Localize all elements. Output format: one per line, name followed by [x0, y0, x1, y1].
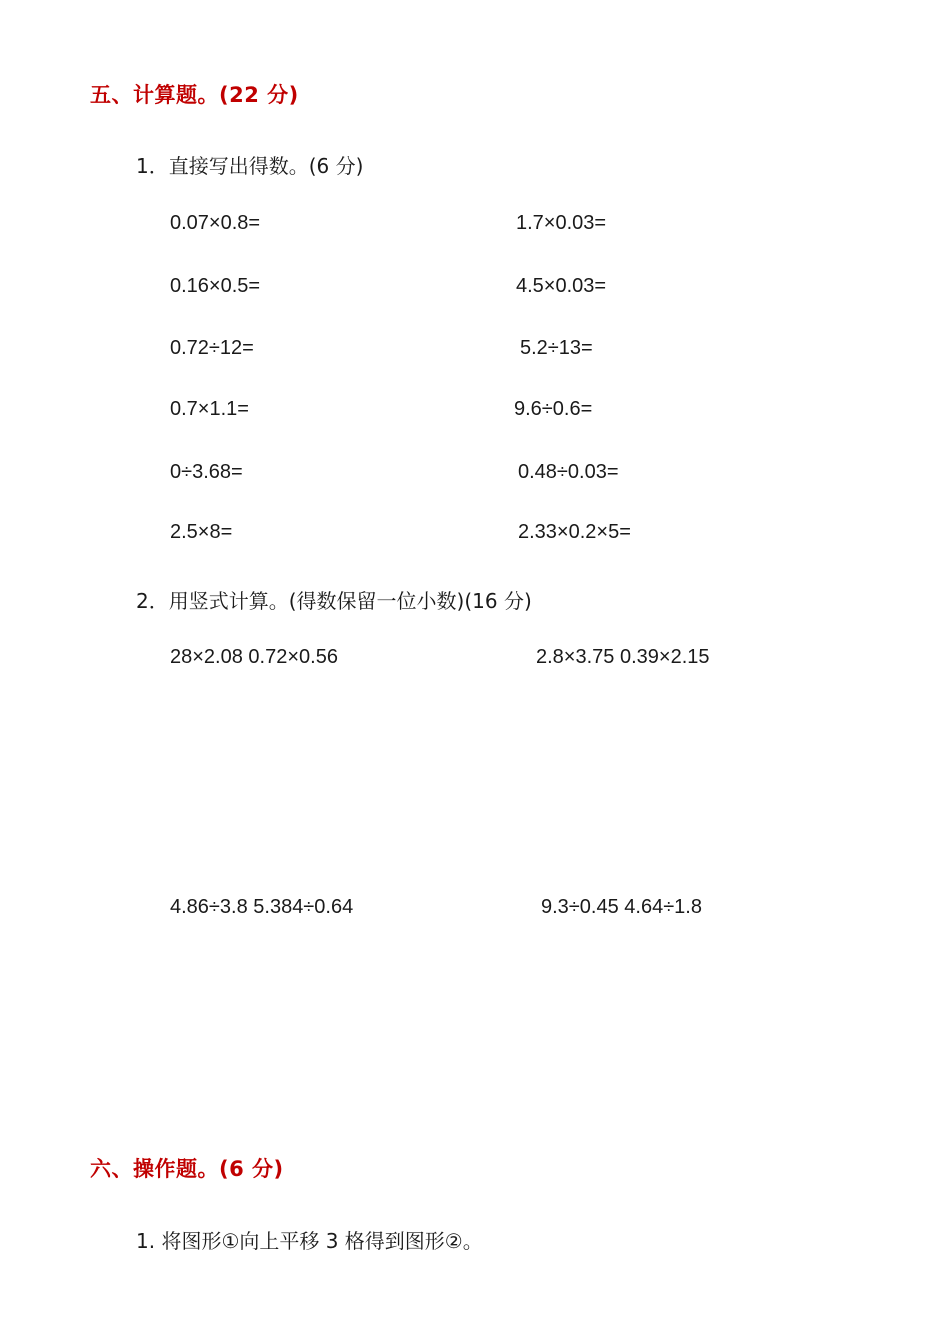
vertical-calc-item: 28×2.08 0.72×0.56	[170, 646, 338, 668]
oral-calc-item: 0.48÷0.03=	[518, 461, 619, 483]
oral-calc-item: 1.7×0.03=	[516, 212, 607, 234]
vertical-calc-item: 2.8×3.75 0.39×2.15	[536, 646, 710, 668]
vertical-calc-item: 9.3÷0.45 4.64÷1.8	[541, 896, 702, 918]
oral-calc-item: 0.7×1.1=	[170, 398, 249, 420]
question-2-title: 2．用竖式计算。(得数保留一位小数)(16 分)	[136, 589, 532, 613]
oral-calc-item: 2.33×0.2×5=	[518, 521, 631, 543]
oral-calc-item: 0.72÷12=	[170, 337, 254, 359]
section-5-title: 五、计算题。(22 分)	[90, 83, 299, 107]
oral-calc-item: 2.5×8=	[170, 521, 233, 543]
oral-calc-item: 9.6÷0.6=	[514, 398, 593, 420]
oral-calc-item: 0.07×0.8=	[170, 212, 261, 234]
oral-calc-item: 5.2÷13=	[520, 337, 593, 359]
question-1-title: 1．直接写出得数。(6 分)	[136, 154, 364, 178]
oral-calc-item: 0÷3.68=	[170, 461, 243, 483]
question-1-title: 1. 将图形①向上平移 3 格得到图形②。	[136, 1229, 483, 1253]
oral-calc-item: 4.5×0.03=	[516, 275, 607, 297]
vertical-calc-item: 4.86÷3.8 5.384÷0.64	[170, 896, 354, 918]
oral-calc-item: 0.16×0.5=	[170, 275, 261, 297]
section-6-title: 六、操作题。(6 分)	[90, 1157, 284, 1181]
